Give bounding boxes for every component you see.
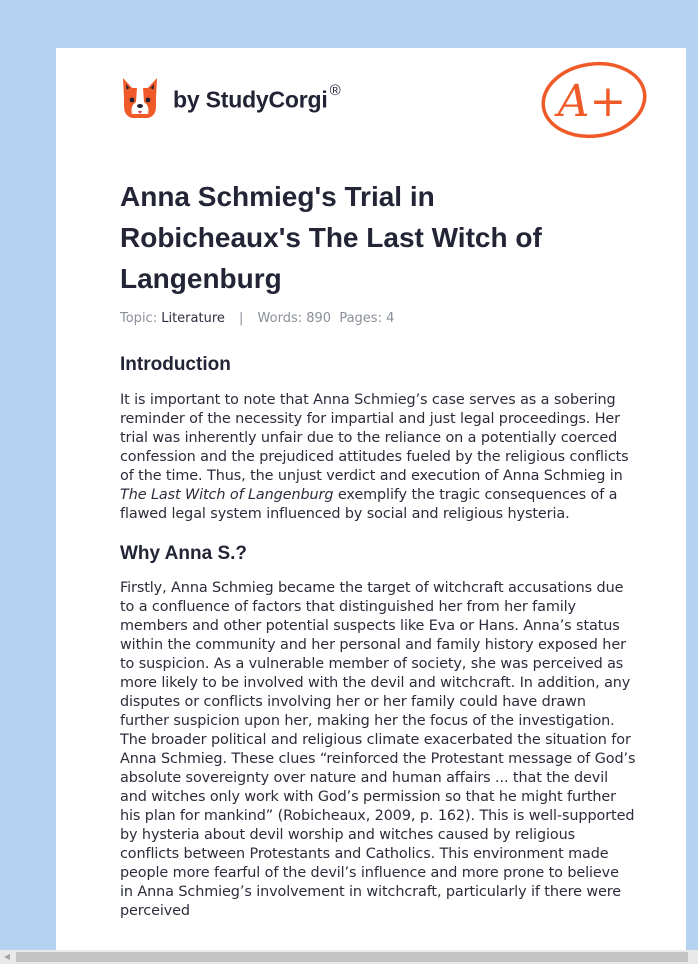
horizontal-scrollbar[interactable] (0, 950, 698, 964)
document-page (56, 48, 686, 950)
section-heading-introduction: Introduction (120, 354, 231, 375)
page-title: Anna Schmieg's Trial in Robicheaux's The Last Witch of Langenburg (120, 181, 542, 294)
brand-name: by StudyCorgi ® (173, 82, 341, 113)
topic-label: Topic: (120, 311, 158, 326)
arrow-left-icon[interactable]: ◀ (3, 952, 11, 961)
why-anna-paragraph: Firstly, Anna Schmieg became the target of witchcraft accusations due to a confluence of factors that distinguished her from her family members and other potential suspects like Eva or Hans. Anna’s status within the community and her personal and family history exposed her to suspicion. As a vulnerable member of society, she was perceived as more likely to be involved with the devil and witchcraft. In addition, any disputes or conflicts involving her or her family could have drawn further suspicion upon her, making her the focus of the investigation. The broader political and religious climate exacerbated the situation for Anna Schmieg. These clues “reinforced the Protestant message of God’s absolute sovereignty over nature and human affairs ... that the devil and witches only work with God’s permission so that he might further his plan for mankind” (Robicheaux, 2009, p. 162). This is well-supported by hysteria about devil worship and witches caused by religious conflicts between Protestants and Catholics. This environment made people more fearful of the devil’s influence and more prone to believe in Anna Schmieg’s involvement in witchcraft, particularly if there were perceived (120, 580, 636, 919)
word-count: Words: 890 (257, 311, 332, 326)
topic-link[interactable]: Literature (161, 311, 225, 326)
grade-badge (538, 58, 650, 146)
section-heading-why-anna: Why Anna S.? (120, 543, 248, 564)
essay-meta (120, 311, 394, 326)
studycorgi-logo[interactable] (120, 76, 340, 120)
introduction-paragraph: It is important to note that Anna Schmieg’s case serves as a sobering reminder of the necessity for impartial and just legal proceedings. Her trial was inherently unfair due to the reliance on a potentially coerced confession and the prejudiced attitudes fueled by the religious conflicts of the time. Thus, the unjust verdict and execution of Anna Schmieg in The Last Witch of Langenburg exemplify the tragic consequences of a flawed legal system influenced by social and religious hysteria. (120, 392, 629, 522)
page-count: Pages: 4 (339, 311, 395, 326)
grade-text: A+ (557, 76, 627, 127)
scrollbar-thumb[interactable] (16, 952, 688, 962)
corgi-logo-icon (120, 76, 160, 120)
meta-separator: | (239, 311, 244, 326)
